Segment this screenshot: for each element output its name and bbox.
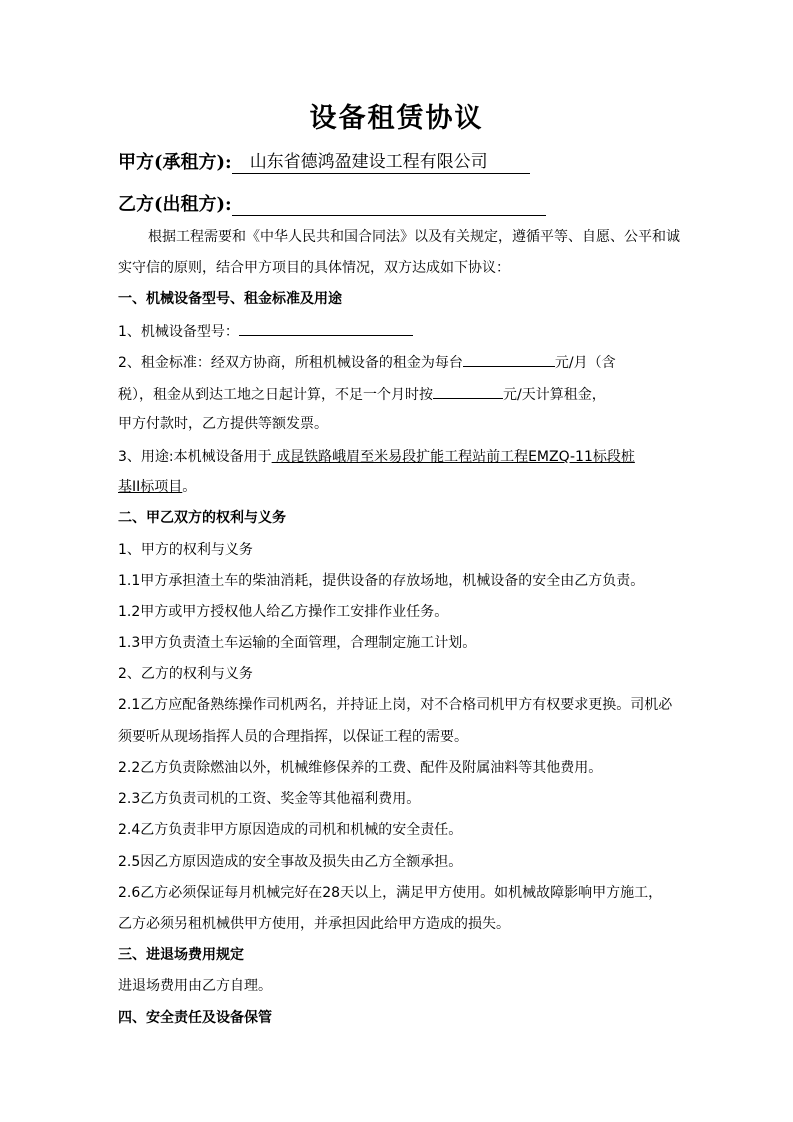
party-b-item-2-5: 2.5因乙方原因造成的安全事故及损失由乙方全额承担。 [118,854,463,870]
party-b-item-2-6: 2.6乙方必须保证每月机械完好在28天以上，满足甲方使用。如机械故障影响甲方施工， [118,885,663,901]
document-title: 设备租赁协议 [309,103,484,134]
party-b-rights-heading: 2、乙方的权利与义务 [118,666,253,682]
party-a-value: 山东省德鸿盈建设工程有限公司 [232,151,530,174]
section-4-heading: 四、安全责任及设备保管 [118,1010,272,1026]
section-3-heading: 三、进退场费用规定 [118,947,244,963]
rent-standard-row-1 [118,352,678,373]
daily-rent-blank [433,384,503,399]
equipment-model-label: 1、机械设备型号： [118,324,239,340]
rent-standard-text-4: 元/天计算租金， [503,387,606,403]
usage-row-2 [118,477,678,497]
monthly-rent-blank [463,352,555,367]
equipment-model-blank [239,321,413,336]
intro-line-1: 根据工程需要和《中华人民共和国合同法》以及有关规定，遵循平等、自愿、公平和诚 [148,229,680,245]
party-b-item-2-6-cont: 乙方必须另租机械供甲方使用，并承担因此给甲方造成的损失。 [118,916,510,932]
rent-standard-text-3: 税），租金从到达工地之日起计算，不足一个月时按 [118,387,433,403]
party-b-item-2-4: 2.4乙方负责非甲方原因造成的司机和机械的安全责任。 [118,822,463,838]
equipment-model-row [118,321,678,342]
party-b-item-2-1: 2.1乙方应配备熟练操作司机两名，并持证上岗，对不合格司机甲方有权要求更换。司机必 [118,697,673,713]
section-1-heading: 一、机械设备型号、租金标准及用途 [118,291,342,307]
usage-project-name: 成昆铁路峨眉至米易段扩能工程站前工程EMZQ-11标段桩 [271,449,635,465]
party-b-row [118,190,546,216]
rent-standard-row-3: 甲方付款时，乙方提供等额发票。 [118,416,328,432]
usage-project-name-cont: 基II标项目 [118,479,183,495]
party-b-item-2-1-cont: 须要听从现场指挥人员的合理指挥，以保证工程的需要。 [118,729,468,745]
party-b-value [232,193,546,216]
usage-end: 。 [182,479,197,495]
party-b-item-2-2: 2.2乙方负责除燃油以外，机械维修保养的工费、配件及附属油料等其他费用。 [118,760,603,776]
rent-standard-text-1: 2、租金标准：经双方协商，所租机械设备的租金为每台 [118,355,463,371]
intro-line-2: 实守信的原则，结合甲方项目的具体情况，双方达成如下协议： [118,260,510,276]
party-a-row [118,148,530,174]
party-b-label: 乙方(出租方): [118,194,232,215]
rent-standard-row-2 [118,384,678,405]
section-3-text: 进退场费用由乙方自理。 [118,978,272,994]
party-b-item-2-3: 2.3乙方负责司机的工资、奖金等其他福利费用。 [118,791,421,807]
party-a-item-1-2: 1.2甲方或甲方授权他人给乙方操作工安排作业任务。 [118,604,449,620]
party-a-item-1-1: 1.1甲方承担渣土车的柴油消耗，提供设备的存放场地，机械设备的安全由乙方负责。 [118,573,645,589]
party-a-label: 甲方(承租方): [118,152,232,173]
usage-label: 3、用途:本机械设备用于 [118,449,272,465]
usage-row-1 [118,447,678,467]
rent-standard-text-2: 元/月（含 [554,355,616,371]
party-a-item-1-3: 1.3甲方负责渣土车运输的全面管理，合理制定施工计划。 [118,635,477,651]
party-a-rights-heading: 1、甲方的权利与义务 [118,542,253,558]
section-2-heading: 二、甲乙双方的权利与义务 [118,510,286,526]
